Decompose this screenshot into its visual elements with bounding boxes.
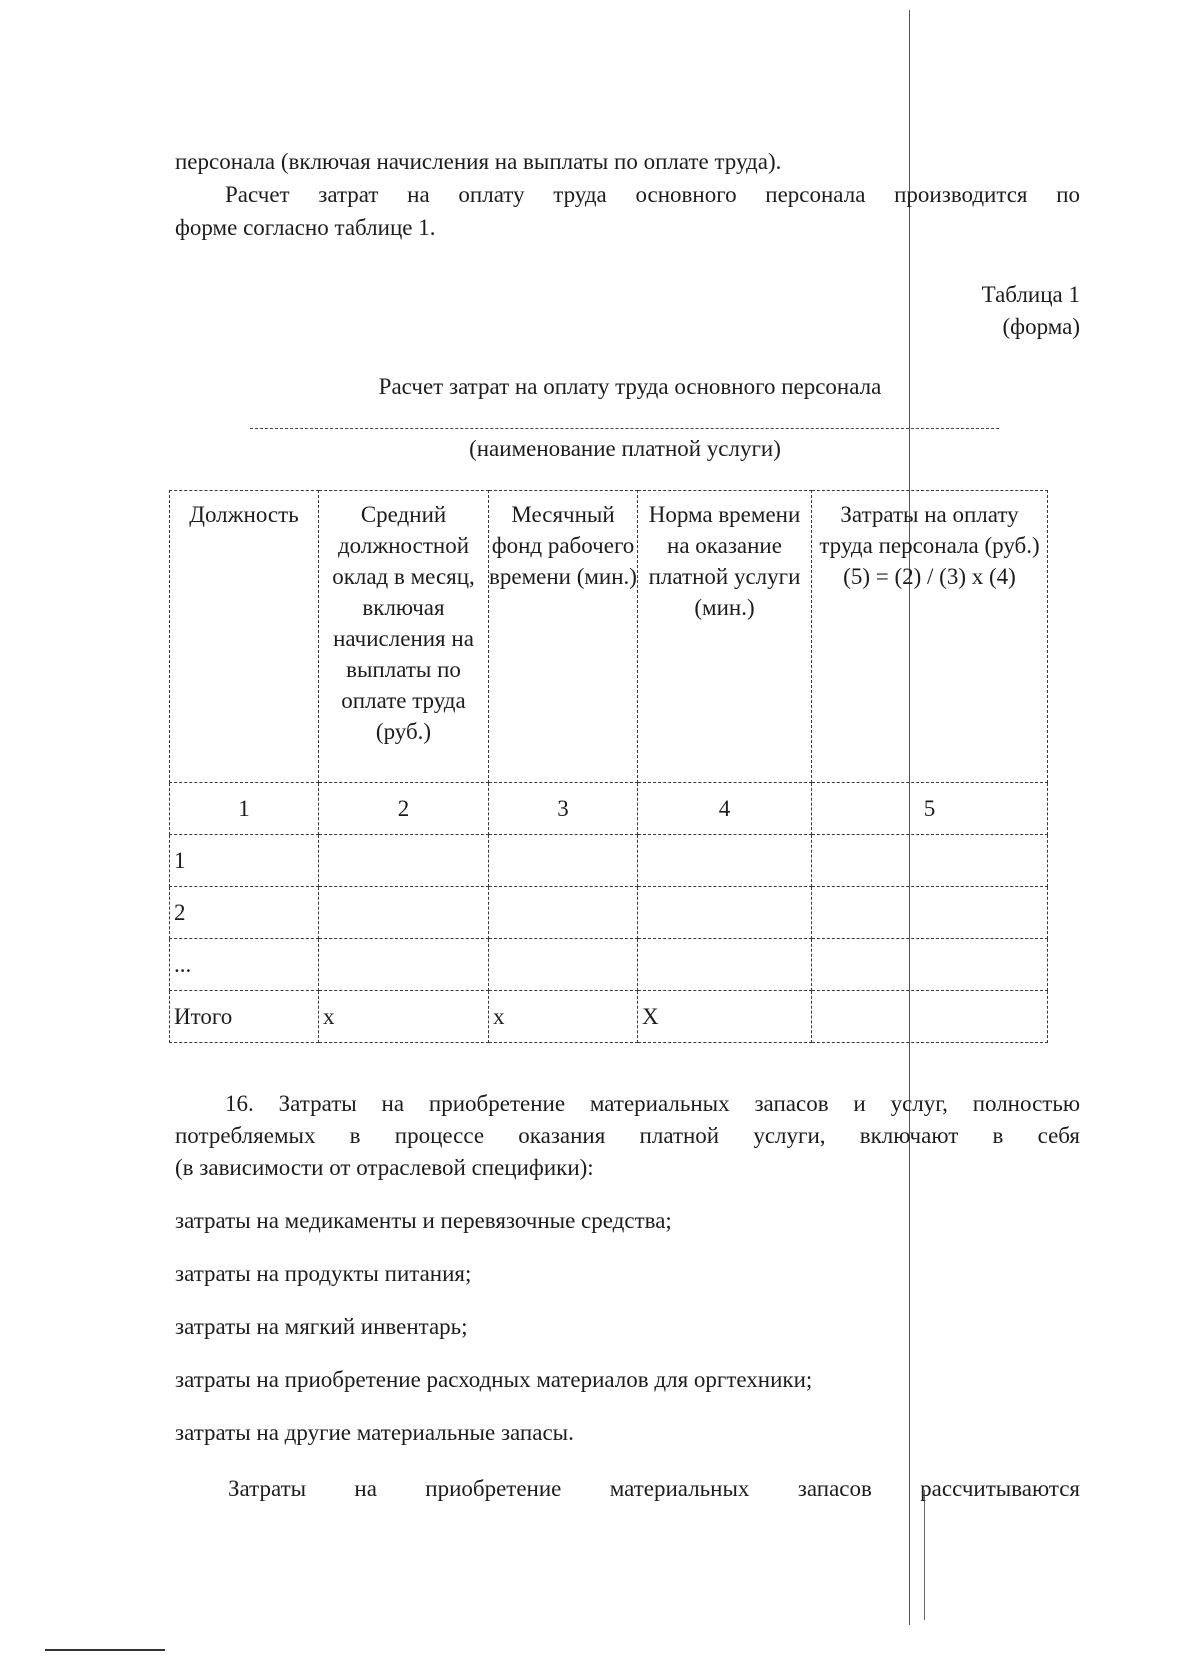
service-name-hint: (наименование платной услуги) [469,436,781,461]
table-cell: 2 [170,887,319,939]
table-cell [319,887,489,939]
table-cell: 1 [170,835,319,887]
table-cell: Итого [170,991,319,1043]
section-16-line: 16. Затраты на приобретение материальных запасов и услуг, полностью [225,1091,1080,1116]
cost-table [169,490,1048,1043]
column-header: Затраты на оплату труда персонала (руб.) (5) = (2) / (3) х (4) [812,491,1048,783]
list-item: затраты на приобретение расходных материалов для оргтехники; [175,1367,813,1392]
table-total-row [170,991,1048,1043]
table-cell: ... [170,939,319,991]
table-header-row [170,491,1048,783]
column-header: Средний должностной оклад в месяц, включая начисления на выплаты по оплате труда (руб.) [319,491,489,783]
table-cell [319,835,489,887]
service-name-blank [250,428,999,429]
table-cell: x [489,991,638,1043]
column-number: 4 [638,783,812,835]
column-header: Норма времени на оказание платной услуги (мин.) [638,491,812,783]
table-cell [319,939,489,991]
column-number: 2 [319,783,489,835]
list-item: затраты на мягкий инвентарь; [175,1314,468,1339]
table-cell [812,835,1048,887]
column-header: Должность [170,491,319,783]
paragraph-line: персонала (включая начисления на выплаты по оплате труда). [175,149,782,174]
table-cell [812,991,1048,1043]
table-label: Таблица 1 [981,282,1080,307]
scan-artifact-line-lower [924,1490,925,1620]
column-number: 5 [812,783,1048,835]
table-cell [489,887,638,939]
paragraph-line: Расчет затрат на оплату труда основного персонала производится по [225,182,1080,207]
footnote-separator [45,1649,165,1651]
table-row [170,887,1048,939]
table-row [170,835,1048,887]
table-cell [489,939,638,991]
table-row [170,939,1048,991]
column-header: Месячный фонд рабочего времени (мин.) [489,491,638,783]
section-16-line: потребляемых в процессе оказания платной услуги, включают в себя [175,1123,1080,1148]
table-cell [489,835,638,887]
table-cell [638,939,812,991]
section-16-line: (в зависимости от отраслевой специфики): [175,1155,594,1180]
table-title: Расчет затрат на оплату труда основного персонала [378,374,882,399]
section-16-last-line: Затраты на приобретение материальных запасов рассчитываются [228,1476,1080,1501]
list-item: затраты на другие материальные запасы. [175,1420,574,1445]
column-number-row [170,783,1048,835]
table-cell: x [319,991,489,1043]
column-number: 1 [170,783,319,835]
list-item: затраты на медикаменты и перевязочные средства; [175,1208,672,1233]
column-number: 3 [489,783,638,835]
table-cell [812,939,1048,991]
table-cell [812,887,1048,939]
table-cell [638,835,812,887]
table-cell: X [638,991,812,1043]
table-cell [638,887,812,939]
paragraph-line: форме согласно таблице 1. [175,215,436,240]
list-item: затраты на продукты питания; [175,1261,472,1286]
form-label: (форма) [1002,314,1080,339]
